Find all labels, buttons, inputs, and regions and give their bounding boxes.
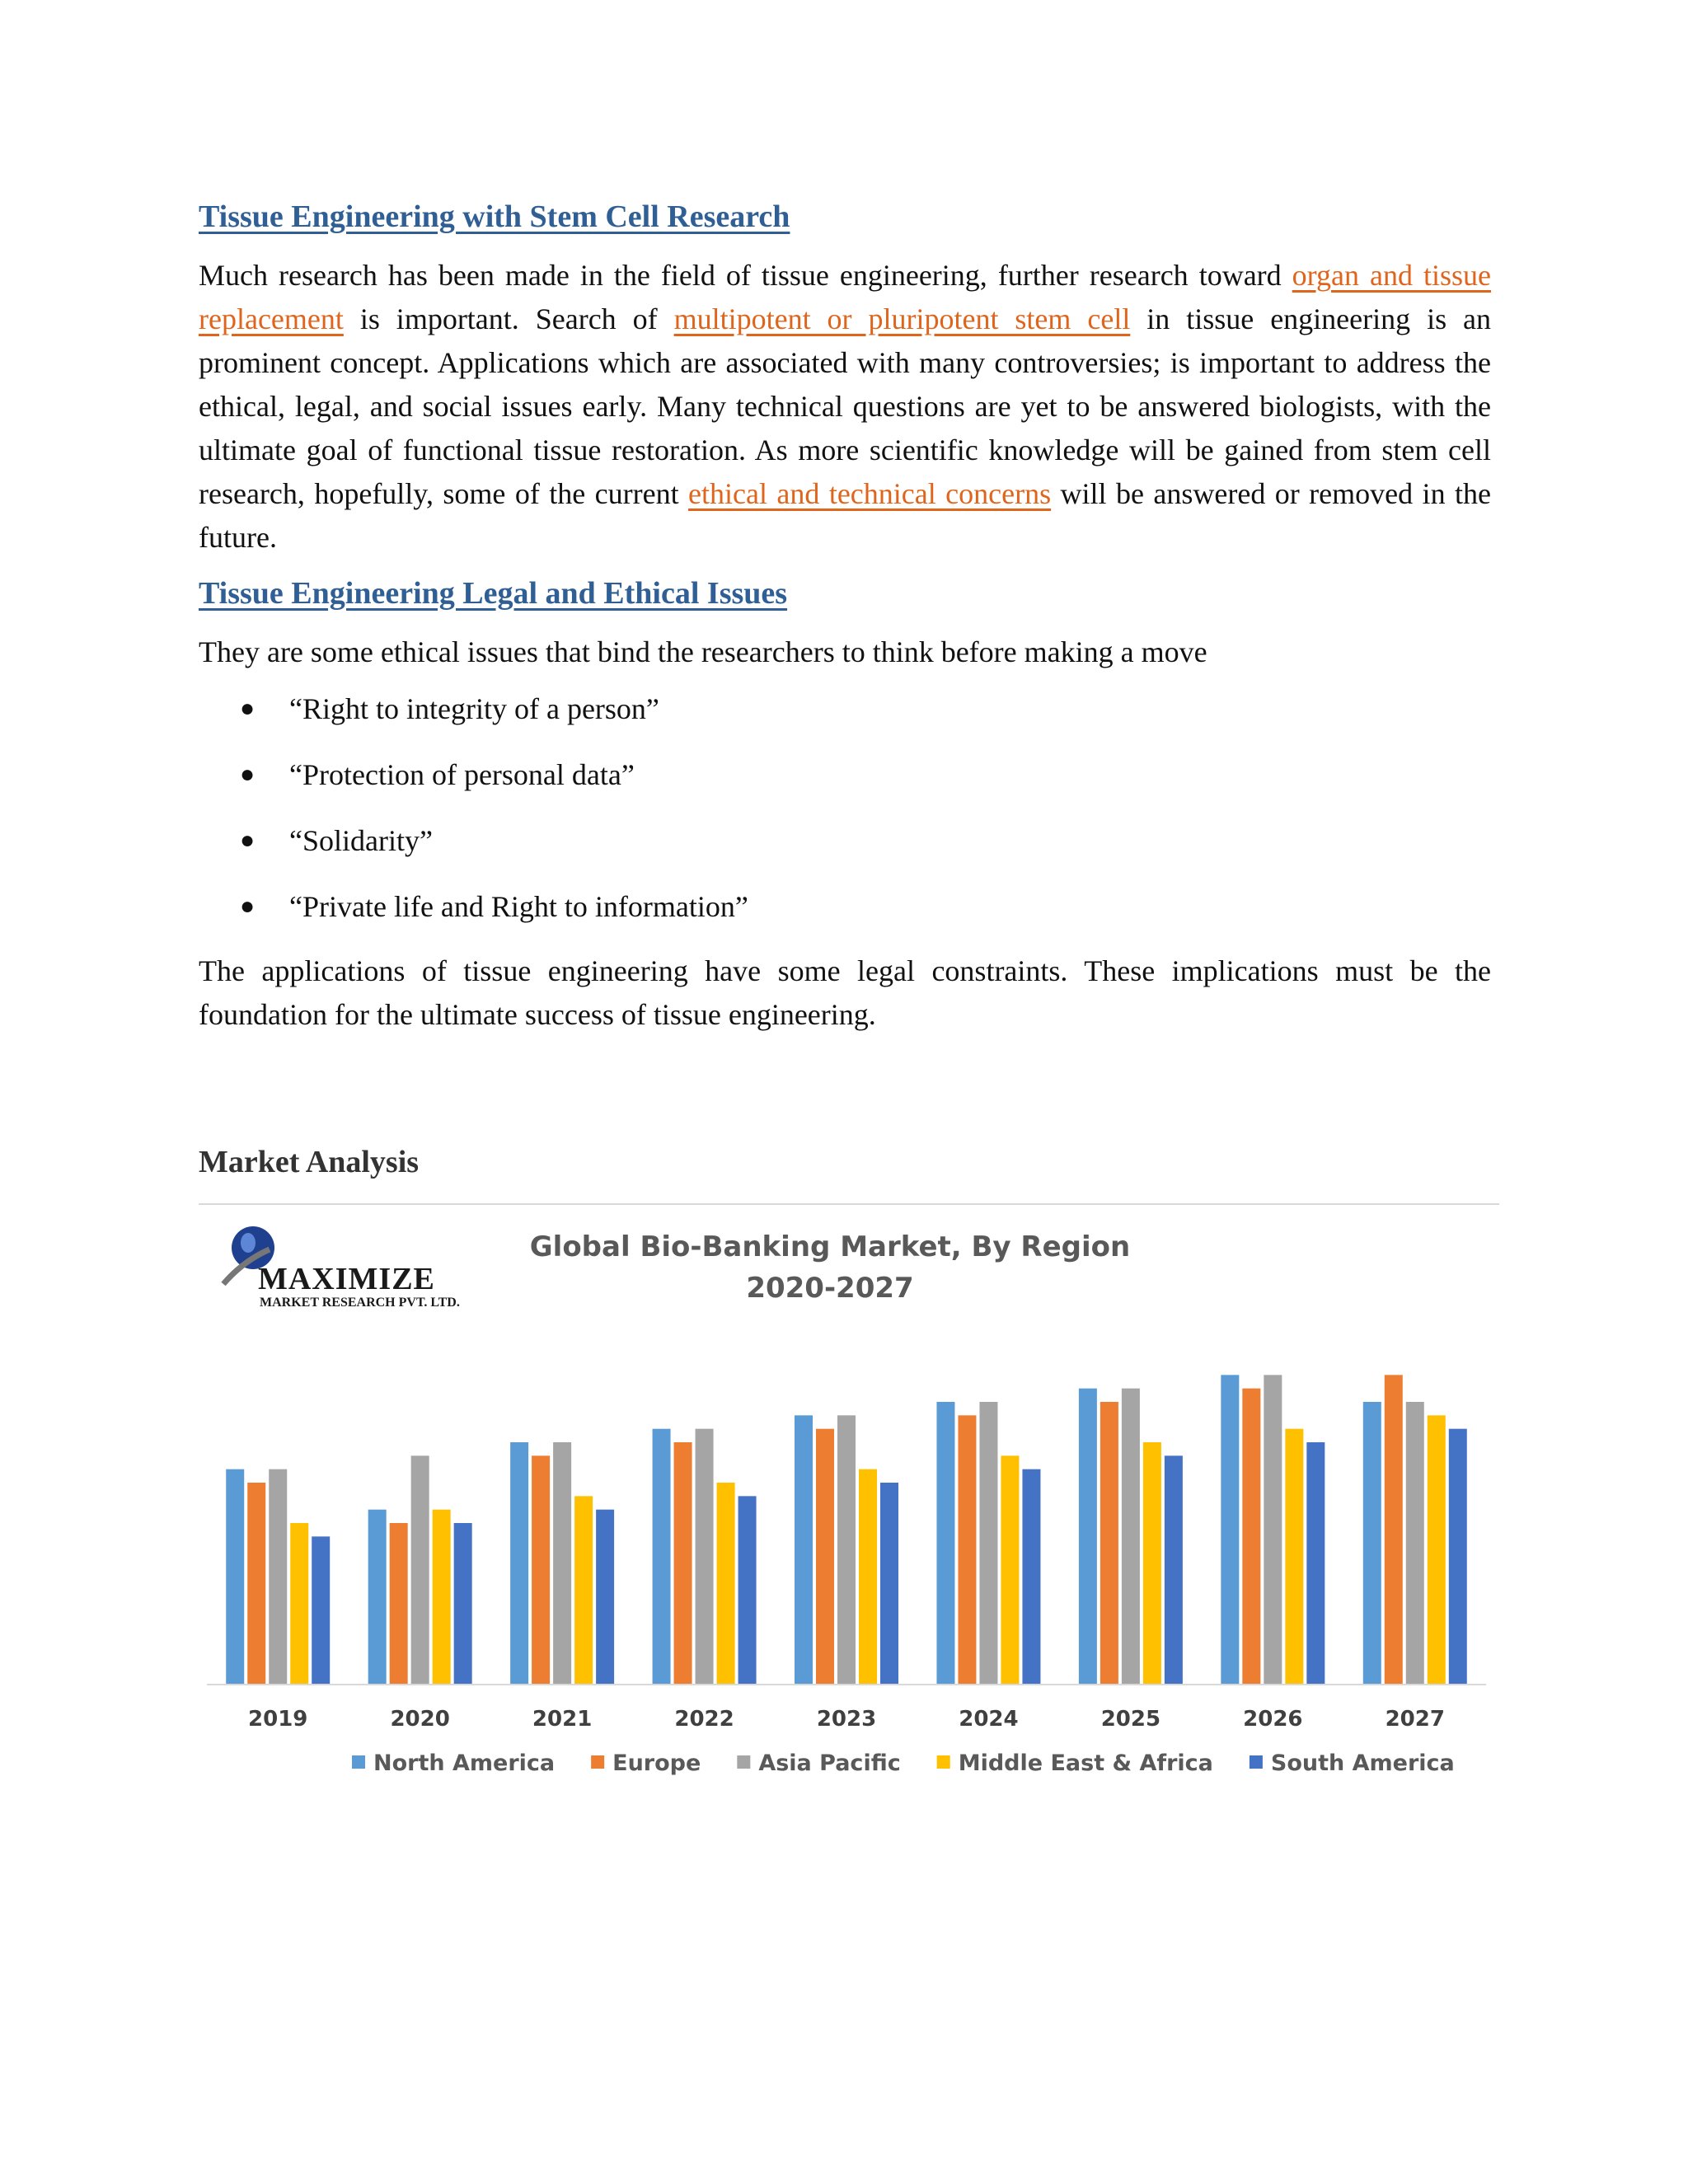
bar-2020-2 <box>411 1455 429 1685</box>
bar-2024-4 <box>1022 1469 1040 1685</box>
list-item <box>240 883 1491 930</box>
bar-2025-0 <box>1079 1389 1097 1685</box>
bar-2023-2 <box>837 1415 856 1685</box>
bar-2024-0 <box>936 1402 954 1685</box>
x-tick-label: 2024 <box>959 1707 1019 1732</box>
list-item-text: “Solidarity” <box>289 824 433 857</box>
legend-label: North America <box>373 1750 556 1776</box>
bar-2021-4 <box>596 1510 614 1685</box>
bar-2020-4 <box>454 1523 472 1685</box>
bar-2023-1 <box>816 1429 834 1685</box>
list-item <box>240 818 1491 864</box>
bar-2027-4 <box>1449 1429 1467 1685</box>
paragraph-text: Much research has been made in the field of tissue engineering, further research toward <box>199 259 1292 292</box>
link-multipotent-stem-cell[interactable]: multipotent or pluripotent stem cell <box>673 302 1131 335</box>
bullet-icon: ● <box>240 893 256 920</box>
bar-2022-2 <box>696 1429 714 1685</box>
chart-title: Global Bio-Banking Market, By Region <box>529 1230 1131 1263</box>
x-tick-label: 2023 <box>816 1707 877 1732</box>
bio-banking-chart <box>199 1205 1499 1831</box>
bar-2021-1 <box>532 1455 550 1685</box>
bar-2026-4 <box>1306 1442 1325 1685</box>
bar-2025-4 <box>1165 1455 1183 1685</box>
list-item-text: “Private life and Right to information” <box>289 890 748 923</box>
bar-2027-2 <box>1406 1402 1424 1685</box>
chart-subtitle: 2020-2027 <box>746 1272 914 1305</box>
list-item <box>240 752 1491 798</box>
legend-swatch <box>937 1755 950 1769</box>
x-tick-label: 2027 <box>1385 1707 1445 1732</box>
bar-2027-3 <box>1428 1415 1446 1685</box>
x-tick-label: 2022 <box>674 1707 734 1732</box>
x-tick-label: 2025 <box>1100 1707 1161 1732</box>
bar-2019-4 <box>312 1536 330 1685</box>
bullet-icon: ● <box>240 827 256 854</box>
bar-2022-0 <box>653 1429 671 1685</box>
legend-swatch <box>1250 1755 1263 1769</box>
bar-2022-1 <box>674 1442 692 1685</box>
x-tick-label: 2020 <box>390 1707 450 1732</box>
bar-2021-0 <box>510 1442 528 1685</box>
list-item <box>240 686 1491 732</box>
bar-2024-3 <box>1001 1455 1019 1685</box>
legend-swatch <box>591 1755 604 1769</box>
logo-name: MAXIMIZE <box>258 1262 435 1296</box>
x-tick-label: 2026 <box>1243 1707 1303 1732</box>
legend-label: Middle East & Africa <box>958 1750 1213 1776</box>
ethical-issues-list <box>199 686 1491 930</box>
legal-intro-paragraph: They are some ethical issues that bind the researchers to think before making a move <box>199 635 1207 668</box>
bar-2025-1 <box>1100 1402 1118 1685</box>
bar-2023-3 <box>859 1469 877 1685</box>
bar-2022-4 <box>738 1496 757 1685</box>
bullet-icon: ● <box>240 761 256 788</box>
bar-2026-2 <box>1264 1375 1282 1685</box>
bar-2020-1 <box>390 1523 408 1685</box>
bar-2021-3 <box>574 1496 593 1685</box>
market-analysis-heading: Market Analysis <box>199 1145 420 1179</box>
paragraph-text: will be answered or removed in the future. <box>199 477 1491 554</box>
bar-2020-3 <box>433 1510 451 1685</box>
bar-2022-3 <box>717 1483 735 1685</box>
bar-2024-1 <box>958 1415 976 1685</box>
bar-2019-0 <box>226 1469 244 1685</box>
logo-subtitle: MARKET RESEARCH PVT. LTD. <box>260 1296 460 1310</box>
bar-2020-0 <box>368 1510 387 1685</box>
legend-swatch <box>737 1755 750 1769</box>
legend-label: Europe <box>612 1750 701 1776</box>
bar-2025-3 <box>1143 1442 1161 1685</box>
bullet-icon: ● <box>240 695 256 722</box>
section-title-stem-cell: Tissue Engineering with Stem Cell Research <box>199 199 790 234</box>
bar-2026-0 <box>1221 1375 1239 1685</box>
bar-2019-1 <box>247 1483 265 1685</box>
list-item-text: “Right to integrity of a person” <box>289 692 659 725</box>
bar-2024-2 <box>979 1402 997 1685</box>
x-tick-label: 2021 <box>532 1707 593 1732</box>
legal-closing-paragraph: The applications of tissue engineering have some legal constraints. These implications must be the foundation for the ultimate success of tissue engineering. <box>199 954 1491 1031</box>
document-content <box>199 190 1491 1831</box>
bar-2021-2 <box>553 1442 571 1685</box>
legend-swatch <box>352 1755 365 1769</box>
bar-2026-3 <box>1285 1429 1303 1685</box>
section-title-legal-ethical: Tissue Engineering Legal and Ethical Issues <box>199 576 788 611</box>
chart-svg <box>199 1205 1499 1831</box>
x-tick-label: 2019 <box>248 1707 308 1732</box>
bar-2027-1 <box>1385 1375 1403 1685</box>
link-organ-tissue-replacement[interactable]: organ and tissue replacement <box>199 259 1491 335</box>
legend-label: Asia Pacific <box>758 1750 901 1776</box>
bar-2026-1 <box>1242 1389 1260 1685</box>
paragraph-text: in tissue engineering is an prominent concept. Applications which are associated with many controversies; is important to address the ethical, legal, and social issues early. Many technical questions are yet to be answered biologists, with the ultimate goal of functional tissue restoration. As more scientific knowledge will be gained from stem cell research, hopefully, some of the current <box>199 302 1492 510</box>
bar-2027-0 <box>1363 1402 1381 1685</box>
bar-2023-4 <box>880 1483 898 1685</box>
bar-2019-2 <box>269 1469 287 1685</box>
legend-label: South America <box>1270 1750 1455 1776</box>
link-ethical-technical-concerns[interactable]: ethical and technical concerns <box>688 477 1052 510</box>
bar-2023-0 <box>795 1415 813 1685</box>
stem-cell-paragraph <box>199 254 1491 560</box>
bar-2019-3 <box>290 1523 308 1685</box>
list-item-text: “Protection of personal data” <box>289 758 635 791</box>
paragraph-text: is important. Search of <box>343 302 674 335</box>
bar-2025-2 <box>1122 1389 1140 1685</box>
